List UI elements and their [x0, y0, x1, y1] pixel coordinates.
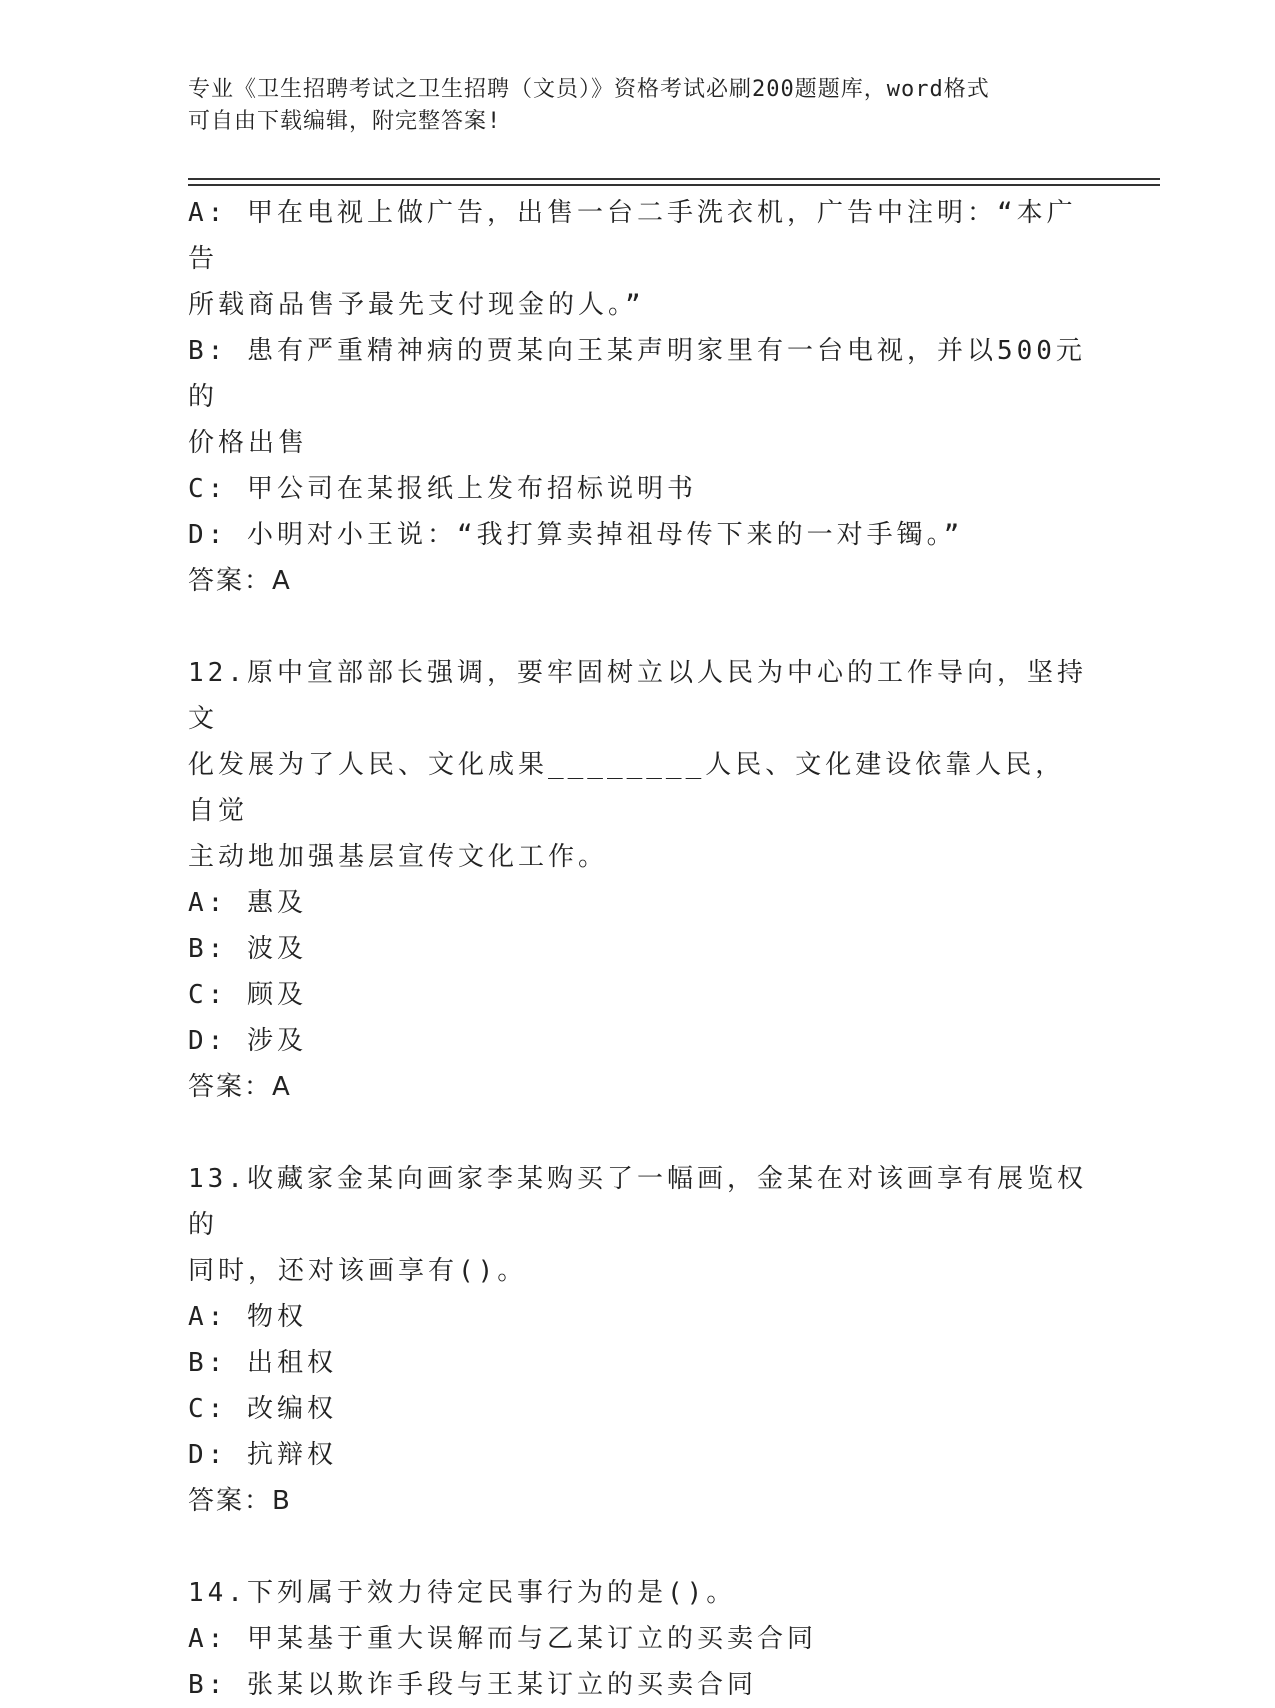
option-list	[188, 190, 1088, 558]
option-line: C: 顾及	[188, 980, 307, 1010]
option-line: 价格出售	[188, 428, 309, 458]
answer-line: 答案：A	[188, 566, 292, 596]
header-divider	[188, 184, 1160, 186]
stem-line: 12.原中宣部部长强调，要牢固树立以人民为中心的工作导向，坚持文	[188, 658, 1087, 734]
question-block	[188, 650, 1088, 1110]
option-line: A: 物权	[188, 1302, 307, 1332]
option-line: A: 甲在电视上做广告，出售一台二手洗衣机，广告中注明：“本广告	[188, 198, 1077, 274]
answer-line: 答案：A	[188, 1072, 292, 1102]
question-stem	[188, 1570, 1088, 1616]
stem-line: 化发展为了人民、文化成果________人民、文化建设依靠人民，自觉	[188, 750, 1066, 826]
question-list	[188, 190, 1088, 1708]
option-line: B: 张某以欺诈手段与王某订立的买卖合同	[188, 1670, 757, 1700]
option-line: C: 甲公司在某报纸上发布招标说明书	[188, 474, 697, 504]
option-line: B: 患有严重精神病的贾某向王某声明家里有一台电视，并以500元的	[188, 336, 1086, 412]
stem-line: 主动地加强基层宣传文化工作。	[188, 842, 609, 872]
option-line: D: 涉及	[188, 1026, 307, 1056]
question-stem	[188, 650, 1088, 880]
stem-line: 同时，还对该画享有()。	[188, 1256, 528, 1286]
option-line: 所载商品售予最先支付现金的人。”	[188, 290, 645, 320]
question-stem	[188, 1156, 1088, 1294]
document-header	[188, 74, 1088, 138]
question-block	[188, 1156, 1088, 1524]
question-block	[188, 1570, 1088, 1708]
option-line: A: 甲某基于重大误解而与乙某订立的买卖合同	[188, 1624, 817, 1654]
header-line: 专业《卫生招聘考试之卫生招聘（文员）》资格考试必刷200题题库，word格式	[188, 77, 990, 102]
question-block	[188, 190, 1088, 604]
option-line: A: 惠及	[188, 888, 307, 918]
option-list	[188, 1294, 1088, 1478]
option-list	[188, 1616, 1088, 1708]
header-divider	[188, 178, 1160, 180]
option-line: B: 出租权	[188, 1348, 337, 1378]
stem-line: 14.下列属于效力待定民事行为的是()。	[188, 1578, 737, 1608]
option-line: B: 波及	[188, 934, 307, 964]
option-line: D: 小明对小王说：“我打算卖掉祖母传下来的一对手镯。”	[188, 520, 964, 550]
stem-line: 13.收藏家金某向画家李某购买了一幅画，金某在对该画享有展览权的	[188, 1164, 1087, 1240]
option-line: D: 抗辩权	[188, 1440, 337, 1470]
option-list	[188, 880, 1088, 1064]
header-line: 可自由下载编辑，附完整答案!	[188, 109, 502, 134]
option-line: C: 改编权	[188, 1394, 337, 1424]
answer-line: 答案：B	[188, 1486, 292, 1516]
